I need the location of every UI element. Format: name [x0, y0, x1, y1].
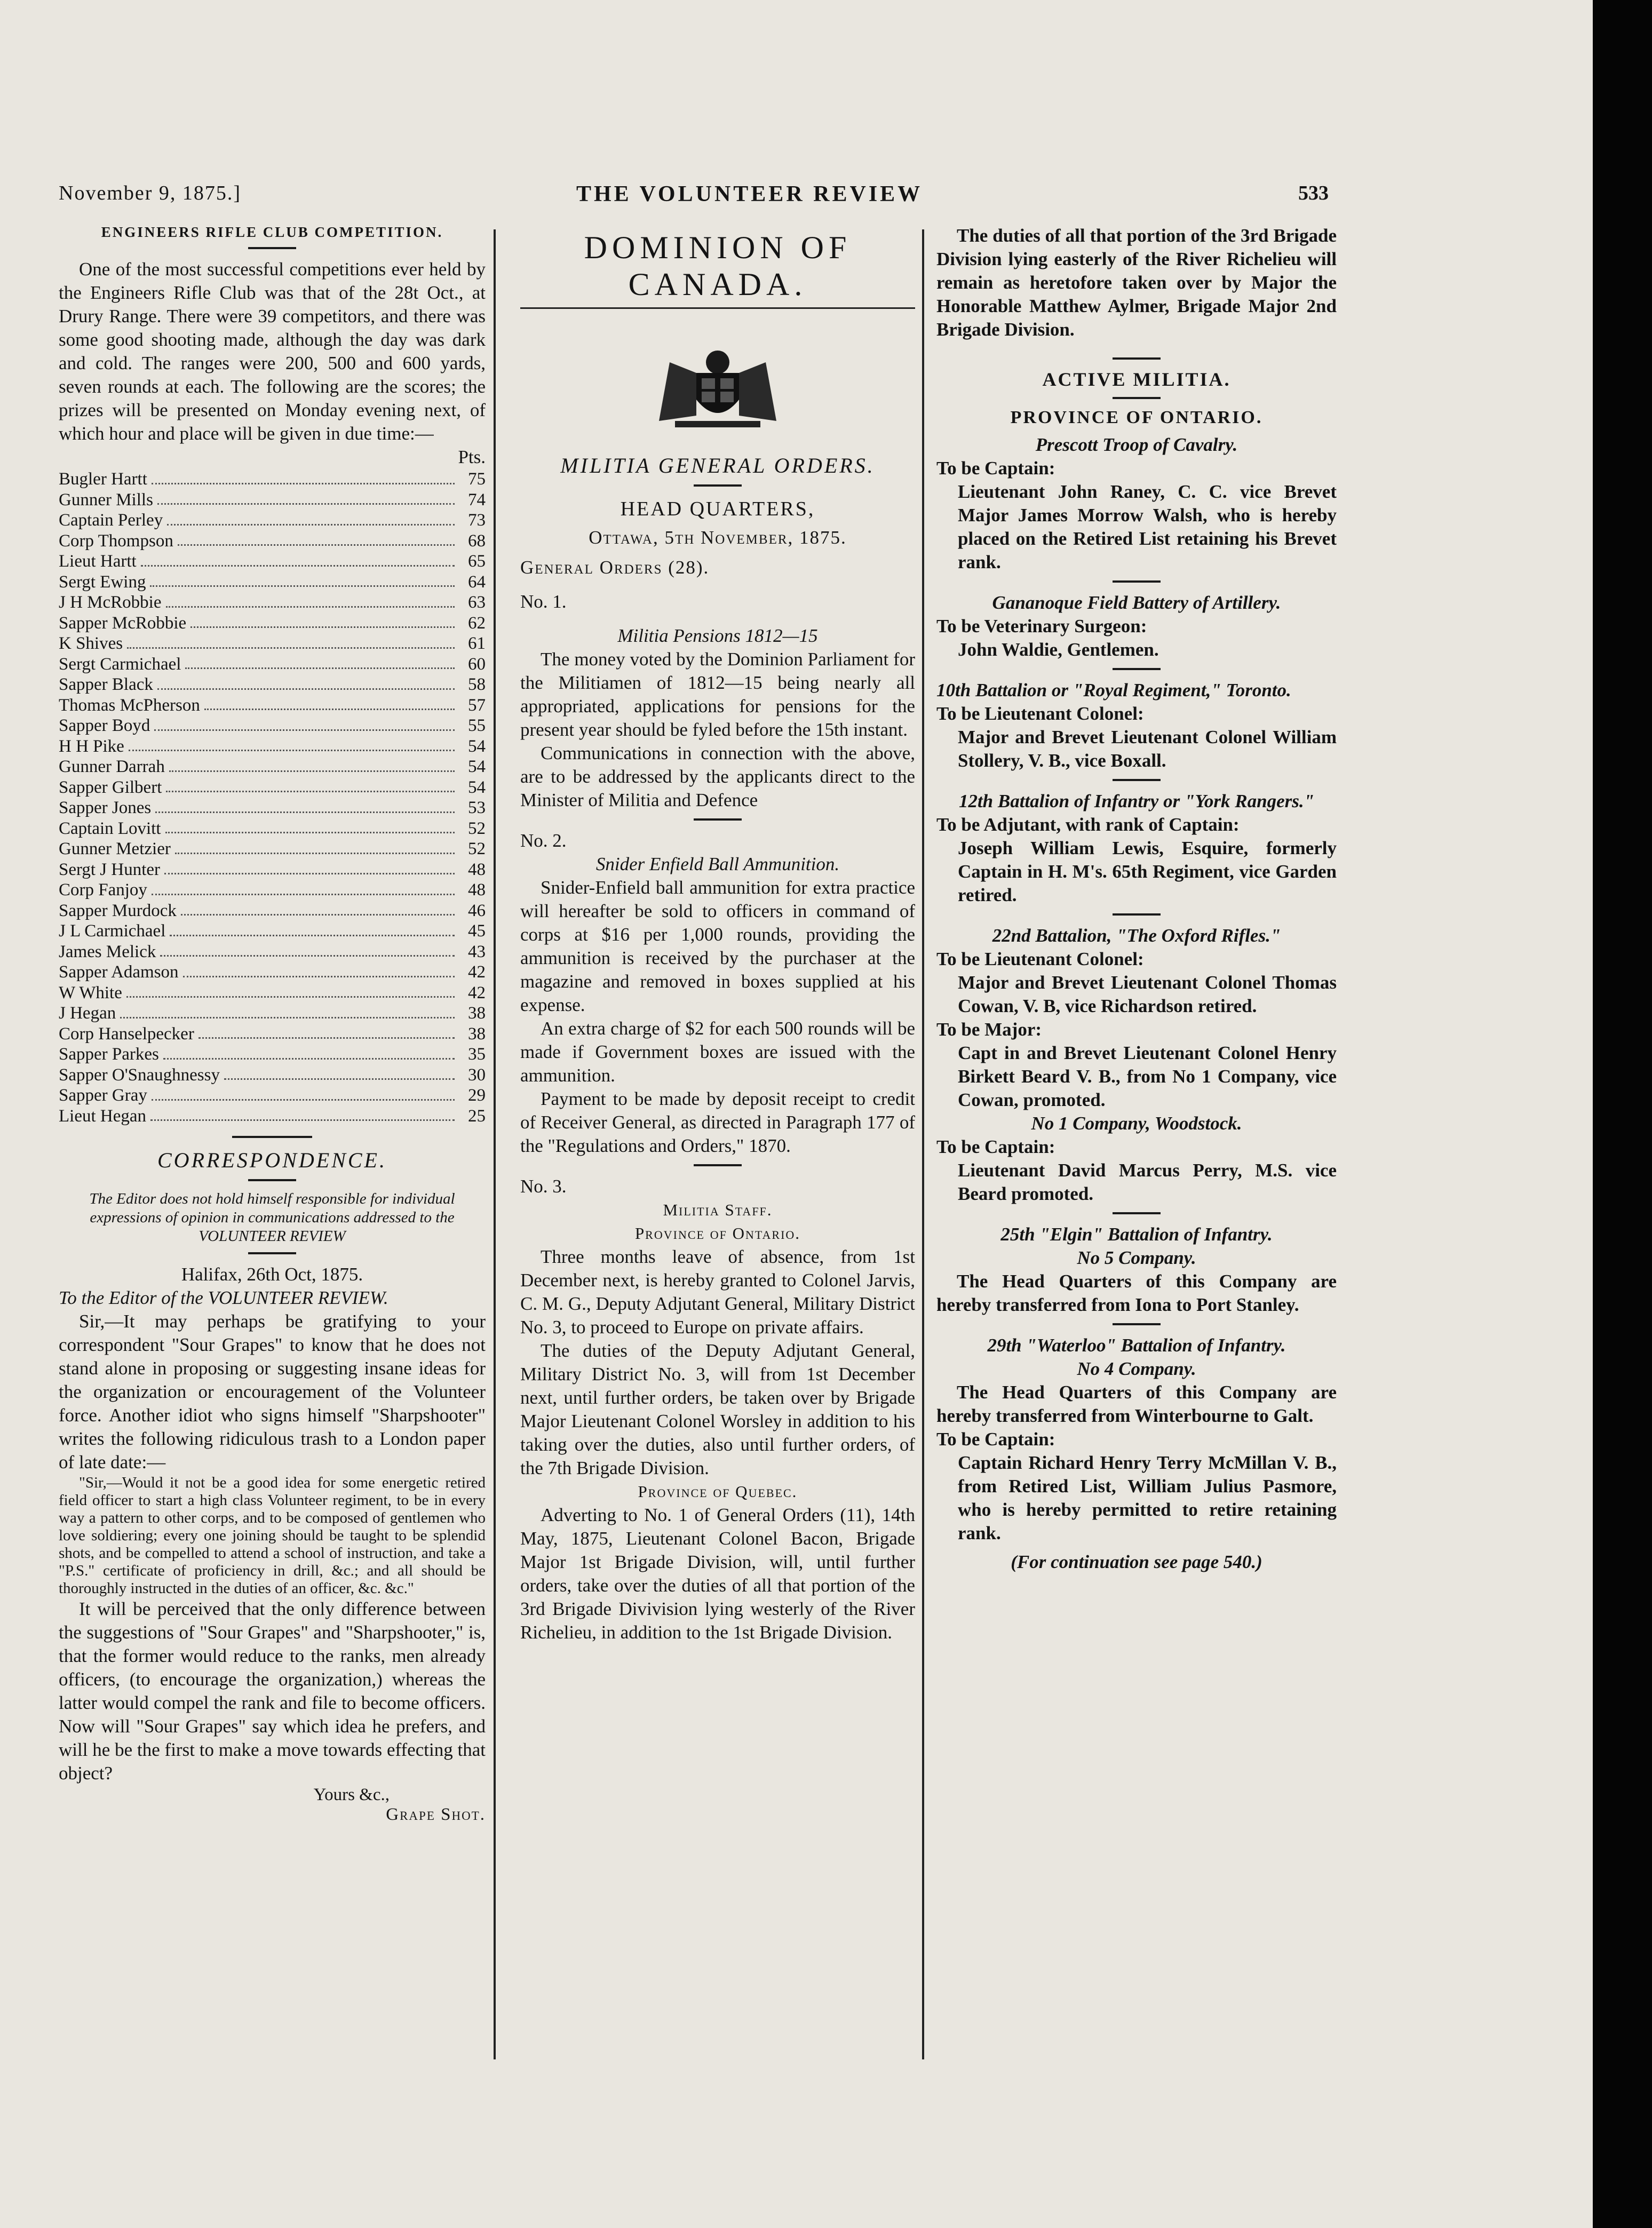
divider: [1113, 913, 1161, 916]
order-subheading: Province of Quebec.: [638, 1482, 798, 1501]
letter-signature: Grape Shot.: [386, 1805, 486, 1824]
leader-dots: [224, 1065, 455, 1080]
score-row: [59, 1085, 486, 1106]
competitor-points: 42: [468, 962, 486, 982]
points-label: Pts.: [458, 447, 486, 467]
competitor-name: Sapper Parkes: [59, 1045, 159, 1064]
competitor-points: 64: [468, 572, 486, 592]
competitor-name: Gunner Mills: [59, 490, 153, 510]
score-row: [59, 962, 486, 983]
competitor-name: Sergt Ewing: [59, 572, 146, 592]
column-right: [936, 224, 1337, 1574]
leader-dots: [165, 818, 455, 834]
masthead: DOMINION OF CANADA.: [520, 229, 915, 309]
score-row: [59, 592, 486, 613]
competitor-name: Sapper Gilbert: [59, 777, 162, 797]
headquarters: HEAD QUARTERS,: [620, 498, 815, 520]
order-number: No. 3.: [520, 1176, 567, 1197]
competitor-name: Corp Fanjoy: [59, 880, 147, 900]
competitor-points: 45: [468, 921, 486, 941]
competitor-points: 38: [468, 1004, 486, 1023]
province-heading: PROVINCE OF ONTARIO.: [1010, 408, 1263, 427]
competitor-name: Sapper O'Snaughnessy: [59, 1065, 220, 1085]
competitor-points: 43: [468, 942, 486, 961]
letter-salutation: To the Editor of the VOLUNTEER REVIEW.: [59, 1287, 388, 1308]
competitor-name: K Shives: [59, 634, 123, 653]
competitor-points: 55: [468, 716, 486, 735]
score-row: [59, 715, 486, 736]
leader-dots: [166, 777, 455, 793]
divider: [1113, 1212, 1161, 1214]
leader-dots: [183, 962, 455, 977]
competitor-name: Sapper McRobbie: [59, 613, 187, 633]
divider: [694, 1164, 742, 1166]
competitor-points: 60: [468, 654, 486, 674]
leader-dots: [141, 551, 455, 567]
score-row: [59, 839, 486, 860]
competitor-points: 48: [468, 860, 486, 879]
leader-dots: [127, 633, 455, 649]
company-title: No 1 Company, Woodstock.: [1031, 1113, 1242, 1134]
score-row: [59, 1065, 486, 1086]
score-row: [59, 1106, 486, 1127]
competitor-points: 35: [468, 1045, 486, 1064]
unit-title: 25th "Elgin" Battalion of Infantry.: [1000, 1224, 1273, 1245]
score-row: [59, 1044, 486, 1065]
leader-dots: [190, 613, 455, 628]
competitor-points: 65: [468, 552, 486, 571]
score-row: [59, 757, 486, 777]
leader-dots: [157, 490, 455, 505]
score-row: [59, 818, 486, 839]
divider: [248, 1179, 296, 1181]
score-row: [59, 736, 486, 757]
competitor-points: 54: [468, 757, 486, 776]
letter-closing: Yours &c.,: [313, 1785, 390, 1804]
competitor-name: Sergt Carmichael: [59, 654, 181, 674]
appointment-text: Major and Brevet Lieutenant Colonel Thomas Cowan, V. B, vice Richardson retired.: [958, 972, 1337, 1016]
company-title: No 4 Company.: [1077, 1358, 1196, 1379]
competitor-name: Gunner Metzier: [59, 839, 171, 858]
competitor-points: 68: [468, 531, 486, 551]
divider: [248, 247, 296, 249]
coat-of-arms-icon: [638, 341, 798, 432]
competitor-points: 53: [468, 798, 486, 817]
competitor-name: Lieut Hegan: [59, 1106, 147, 1126]
score-row: [59, 921, 486, 942]
divider: [1113, 580, 1161, 583]
score-row: [59, 983, 486, 1004]
competitor-name: James Melick: [59, 942, 156, 961]
competitor-name: Captain Perley: [59, 511, 163, 530]
page-number: 533: [1298, 182, 1329, 204]
competitor-points: 42: [468, 983, 486, 1002]
score-row: [59, 1024, 486, 1045]
unit-title: Prescott Troop of Cavalry.: [1035, 434, 1238, 455]
competitor-name: Sapper Adamson: [59, 962, 179, 982]
competitor-name: Captain Lovitt: [59, 818, 161, 838]
leader-dots: [167, 510, 455, 526]
leader-dots: [185, 654, 455, 670]
divider: [248, 1252, 296, 1254]
leader-dots: [181, 901, 455, 916]
unit-title: 22nd Battalion, "The Oxford Rifles.": [992, 925, 1281, 946]
divider: [1113, 397, 1161, 399]
order-title: Snider Enfield Ball Ammunition.: [595, 854, 840, 874]
competitor-name: Corp Thompson: [59, 531, 173, 551]
competitor-name: Thomas McPherson: [59, 695, 200, 715]
competitor-points: 48: [468, 880, 486, 900]
competitor-name: J Hegan: [59, 1004, 116, 1023]
competitor-name: J H McRobbie: [59, 593, 162, 612]
order-paragraph: Adverting to No. 1 of General Orders (11), 14th May, 1875, Lieutenant Colonel Bacon, Brigade Major 1st Brigade Division, will, until further orders, take over the duties of all that portion of the 3rd Brigade Divivision lying westerly of the River Richelieu, in addition to the 1st Brigade Division.: [520, 1505, 915, 1643]
leader-dots: [198, 1024, 455, 1039]
competitor-points: 75: [468, 470, 486, 489]
competitor-name: W White: [59, 983, 122, 1002]
competitor-points: 38: [468, 1024, 486, 1044]
leader-dots: [152, 469, 455, 484]
appointment-text: Lieutenant David Marcus Perry, M.S. vice Beard promoted.: [958, 1160, 1337, 1204]
competitor-points: 63: [468, 593, 486, 612]
letter-quotation: "Sir,—Would it not be a good idea for some energetic retired field officer to start a high class Volunteer regiment, to be in every way a pattern to other corps, and to be composed of gentlemen who love soldiering; every one joining should be taught to be splendid shots, and be compelled to attend a school of instruction, and take a "P.S." certificate of proficiency in drill, &c.; and all should be thoroughly instructed in the duties of an officer, &c. &c.": [59, 1474, 486, 1597]
score-row: [59, 674, 486, 695]
order-paragraph: Payment to be made by deposit receipt to credit of Receiver General, as directed in Paragraph 177 of the "Regulations and Orders," 1870.: [520, 1088, 915, 1156]
competitor-name: Lieut Hartt: [59, 552, 137, 571]
order-paragraph: The duties of all that portion of the 3rd Brigade Division lying easterly of the River Richelieu will remain as heretofore taken over by Major the Honorable Matthew Aylmer, Brigade Major 2nd Brigade Division.: [936, 225, 1337, 340]
leader-dots: [129, 736, 455, 752]
competitor-points: 46: [468, 901, 486, 920]
leader-dots: [150, 1106, 455, 1121]
rifle-club-paragraph: One of the most successful competitions ever held by the Engineers Rifle Club was that of the 28t Oct., at Drury Range. There were 39 competitors, and there was some good shooting made, although the day was dark and cold. The ranges were 200, 500 and 600 yards, seven rounds at each. The following are the scores; the prizes will be presented on Monday evening next, of which hour and place will be given in due time:—: [59, 259, 486, 444]
divider: [1113, 668, 1161, 670]
competitor-name: Sergt J Hunter: [59, 860, 161, 879]
competitor-points: 25: [468, 1106, 486, 1126]
scan-border: [1593, 0, 1652, 2228]
order-paragraph: An extra charge of $2 for each 500 rounds will be made if Government boxes are issued with the ammunition.: [520, 1018, 915, 1086]
appointment-text: John Waldie, Gentlemen.: [958, 639, 1159, 660]
competitor-name: H H Pike: [59, 736, 124, 756]
rank-label: To be Captain:: [936, 1136, 1055, 1157]
orders-title: MILITIA GENERAL ORDERS.: [560, 453, 875, 478]
order-subheading: Militia Staff.: [663, 1200, 773, 1219]
running-head: [59, 181, 1329, 219]
rifle-club-heading: ENGINEERS RIFLE CLUB COMPETITION.: [101, 224, 443, 240]
order-paragraph: Snider-Enfield ball ammunition for extra practice will hereafter be sold to officers in command of corps at $16 per 1,000 rounds, providing the ammunition is received by the purchaser at the magazine and removed in boxes supplied at his expense.: [520, 877, 915, 1015]
leader-dots: [204, 695, 455, 711]
letter-paragraph: It will be perceived that the only difference between the suggestions of "Sour Grapes" and "Sharpshooter," is, that the former would reduce to the ranks, men already officers, (to encourage the organization,) whereas the latter would compel the rank and file to become officers. Now will "Sour Grapes" say which idea he prefers, and will he be the first to make a move towards effecting that object?: [59, 1598, 486, 1784]
score-row: [59, 942, 486, 962]
orders-date: Ottawa, 5th November, 1875.: [589, 527, 847, 548]
active-militia-heading: ACTIVE MILITIA.: [1042, 369, 1231, 390]
score-row: [59, 880, 486, 901]
competitor-name: Corp Hanselpecker: [59, 1024, 194, 1044]
divider: [694, 818, 742, 821]
unit-title: Gananoque Field Battery of Artillery.: [992, 592, 1281, 613]
editor-disclaimer: The Editor does not hold himself responsible for individual expressions of opinion in communications addressed to the VOLUNTEER REVIEW: [89, 1190, 455, 1245]
rank-label: To be Captain:: [936, 458, 1055, 479]
competitor-points: 52: [468, 839, 486, 858]
score-row: [59, 695, 486, 716]
leader-dots: [152, 1085, 455, 1101]
competitor-points: 52: [468, 818, 486, 838]
order-paragraph: Communications in connection with the above, are to be addressed by the applicants direct to the Minister of Militia and Defence: [520, 743, 915, 810]
appointment-text: Major and Brevet Lieutenant Colonel William Stollery, V. B., vice Boxall.: [958, 727, 1337, 771]
unit-title: 10th Battalion or "Royal Regiment," Toronto.: [936, 680, 1291, 701]
divider: [694, 484, 742, 487]
leader-dots: [178, 531, 455, 546]
leader-dots: [152, 880, 455, 895]
divider: [1113, 779, 1161, 781]
column-left: [59, 224, 486, 1825]
competitor-name: Gunner Darrah: [59, 757, 165, 776]
leader-dots: [170, 921, 455, 936]
leader-dots: [169, 757, 455, 772]
column-rule: [494, 229, 496, 2059]
competitor-name: J L Carmichael: [59, 921, 166, 941]
issue-date: November 9, 1875.]: [59, 182, 242, 204]
score-row: [59, 551, 486, 572]
score-row: [59, 798, 486, 818]
competitor-name: Sapper Boyd: [59, 716, 150, 735]
appointment-text: Captain Richard Henry Terry McMillan V. B., from Retired List, William Julius Pasmore, who is hereby permitted to retire retaining rank.: [958, 1452, 1337, 1543]
score-row: [59, 777, 486, 798]
order-paragraph: Three months leave of absence, from 1st December next, is hereby granted to Colonel Jarvis, C. M. G., Deputy Adjutant General, Military District No. 3, to proceed to Europe on private affairs.: [520, 1246, 915, 1338]
competitor-name: Sapper Gray: [59, 1086, 147, 1105]
letter-dateline: Halifax, 26th Oct, 1875.: [181, 1264, 363, 1285]
score-row: [59, 633, 486, 654]
appointment-text: The Head Quarters of this Company are hereby transferred from Winterbourne to Galt.: [936, 1382, 1337, 1426]
general-orders-number: General Orders (28).: [520, 557, 710, 578]
divider: [1113, 357, 1161, 360]
score-row: [59, 654, 486, 675]
competitor-points: 57: [468, 695, 486, 715]
order-paragraph: The money voted by the Dominion Parliament for the Militiamen of 1812—15 being nearly all appropriated, applications for pensions for the present year should be fyled before the 15th instant.: [520, 649, 915, 740]
publication-title: THE VOLUNTEER REVIEW: [576, 182, 923, 206]
competitor-points: 30: [468, 1065, 486, 1085]
score-row: [59, 510, 486, 531]
order-number: No. 1.: [520, 591, 567, 612]
competitor-points: 54: [468, 777, 486, 797]
competitor-points: 62: [468, 613, 486, 633]
score-row: [59, 490, 486, 511]
competitor-name: Sapper Black: [59, 675, 153, 694]
leader-dots: [157, 674, 455, 690]
order-number: No. 2.: [520, 830, 567, 851]
competitor-name: Bugler Hartt: [59, 470, 147, 489]
competitor-points: 29: [468, 1086, 486, 1105]
unit-title: 12th Battalion of Infantry or "York Rangers.": [958, 791, 1315, 811]
order-paragraph: The duties of the Deputy Adjutant General, Military District No. 3, will from 1st December next, until further orders, be taken over by Brigade Major Lieutenant Colonel Worsley in addition to his taking over the duties, also until further orders, of the 7th Brigade Division.: [520, 1340, 915, 1478]
competitor-points: 58: [468, 675, 486, 694]
leader-dots: [154, 715, 455, 731]
leader-dots: [164, 860, 455, 875]
order-title: Militia Pensions 1812—15: [617, 625, 818, 646]
score-row: [59, 531, 486, 552]
score-row: [59, 613, 486, 634]
letter-paragraph: Sir,—It may perhaps be gratifying to your correspondent "Sour Grapes" to know that he does not stand alone in proposing or suggesting insane ideas for the organization or encouragement of the Volunteer force. Another idiot who signs himself "Sharpshooter" writes the following ridiculous trash to a London paper of late date:—: [59, 1311, 486, 1473]
divider: [232, 1136, 312, 1138]
competitor-name: Sapper Murdock: [59, 901, 177, 920]
score-row: [59, 901, 486, 921]
rank-label: To be Lieutenant Colonel:: [936, 949, 1144, 969]
company-title: No 5 Company.: [1077, 1247, 1196, 1268]
rank-label: To be Captain:: [936, 1429, 1055, 1450]
leader-dots: [126, 983, 455, 998]
competitor-points: 74: [468, 490, 486, 510]
leader-dots: [120, 1003, 455, 1018]
appointment-text: Lieutenant John Raney, C. C. vice Brevet Major James Morrow Walsh, who is hereby placed on the Retired List retaining his Brevet rank.: [958, 481, 1337, 572]
score-row: [59, 860, 486, 880]
column-middle: [520, 224, 915, 1644]
competitor-points: 54: [468, 736, 486, 756]
leader-dots: [155, 798, 455, 813]
order-subheading: Province of Ontario.: [634, 1224, 801, 1243]
score-row: [59, 469, 486, 490]
rank-label: To be Lieutenant Colonel:: [936, 703, 1144, 724]
appointment-text: The Head Quarters of this Company are hereby transferred from Iona to Port Stanley.: [936, 1271, 1337, 1315]
correspondence-heading: CORRESPONDENCE.: [157, 1148, 387, 1172]
rank-label: To be Veterinary Surgeon:: [936, 616, 1147, 636]
unit-title: 29th "Waterloo" Battalion of Infantry.: [987, 1335, 1286, 1356]
appointment-text: Capt in and Brevet Lieutenant Colonel Henry Birkett Beard V. B., from No 1 Company, vice Cowan, promoted.: [958, 1043, 1337, 1110]
leader-dots: [163, 1044, 455, 1060]
divider: [1113, 1323, 1161, 1325]
column-rule: [922, 229, 924, 2059]
appointment-text: Joseph William Lewis, Esquire, formerly Captain in H. M's. 65th Regiment, vice Garden retired.: [958, 838, 1337, 905]
rank-label: To be Adjutant, with rank of Captain:: [936, 814, 1240, 835]
score-row: [59, 1003, 486, 1024]
continuation-note: (For continuation see page 540.): [1011, 1551, 1262, 1572]
competitor-points: 73: [468, 511, 486, 530]
leader-dots: [150, 572, 455, 587]
leader-dots: [166, 592, 455, 608]
competitor-points: 61: [468, 634, 486, 653]
scores-list: [59, 469, 486, 1126]
competitor-name: Sapper Jones: [59, 798, 152, 817]
rank-label: To be Major:: [936, 1019, 1042, 1040]
leader-dots: [175, 839, 455, 854]
leader-dots: [160, 942, 455, 957]
score-row: [59, 572, 486, 593]
